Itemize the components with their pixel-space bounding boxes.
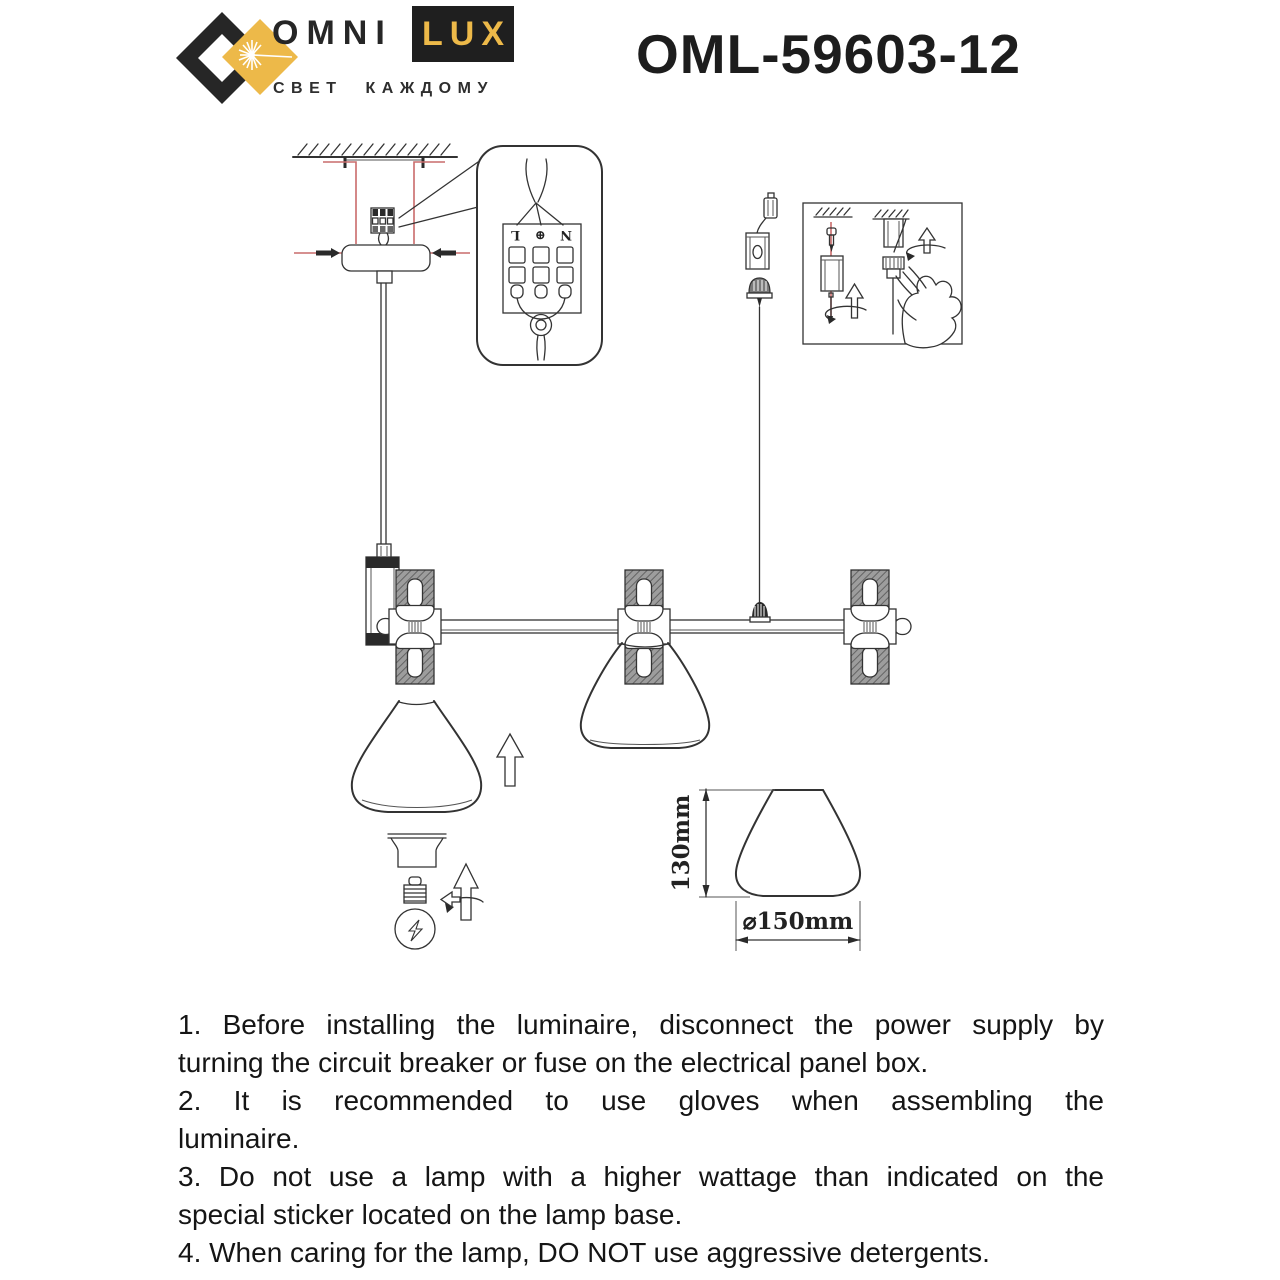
instruction-line: 1. Before installing the luminaire, disconnect the power supply by (178, 1009, 1104, 1040)
ceiling-hatch-icon (298, 144, 450, 155)
shade-profile (736, 790, 860, 896)
hand-icon (896, 267, 961, 348)
instruction-line: 3. Do not use a lamp with a higher wattage than indicated on the (178, 1161, 1104, 1192)
instruction-line: turning the circuit breaker or fuse on the electrical panel box. (178, 1047, 929, 1078)
instruction-line: 2. It is recommended to use gloves when assembling the (178, 1085, 1104, 1116)
instruction-item (178, 1006, 1104, 1082)
canopy (342, 245, 430, 283)
screw-in-arrows-icon (441, 864, 483, 920)
instruction-item (178, 1082, 1104, 1158)
brand-wordmark: OMNI (272, 14, 393, 52)
cable-parts-exploded (746, 193, 777, 603)
instruction-item (178, 1158, 1104, 1234)
up-arrow-icon (497, 734, 523, 786)
ceiling-mount-diagram (293, 144, 478, 544)
instruction-line: luminaire. (178, 1123, 300, 1154)
brand-lux-box: LUX (412, 6, 514, 62)
brand-tagline: СВЕТ КАЖДОМУ (273, 80, 494, 97)
shade-exploded-view (352, 701, 523, 949)
cable-grip-icon (750, 602, 770, 622)
up-arrow-icon (919, 228, 935, 253)
lamp-holder-unit (618, 570, 670, 684)
height-adjuster-box-diagram (803, 203, 962, 348)
lamp-holder-unit (844, 570, 896, 684)
cable-connector (377, 544, 391, 558)
bulb-icon (395, 877, 435, 949)
terminal-labels: N ⊕ L (506, 227, 572, 242)
dim-height-label: 130mm (668, 794, 695, 892)
dim-diameter-label: ⌀150mm (742, 908, 854, 935)
suspension-cable (381, 283, 386, 544)
dimension-drawing (668, 789, 860, 951)
pendant-bar-assembly (366, 544, 911, 748)
instructions (178, 1006, 1104, 1272)
lamp-holder-unit (389, 570, 441, 684)
wiring-callout-bubble (477, 146, 602, 365)
up-arrow-icon (846, 284, 863, 318)
instruction-line: 4. When caring for the lamp, DO NOT use aggressive detergents. (178, 1237, 990, 1268)
shade-outline (352, 701, 481, 812)
junction-terminal-icon (371, 208, 394, 246)
instruction-line: special sticker located on the lamp base. (178, 1199, 683, 1230)
knurled-nut-icon (883, 257, 904, 278)
instruction-item (178, 1234, 1104, 1272)
model-number: OML-59603-12 (636, 23, 1021, 85)
socket-ring (388, 834, 446, 867)
